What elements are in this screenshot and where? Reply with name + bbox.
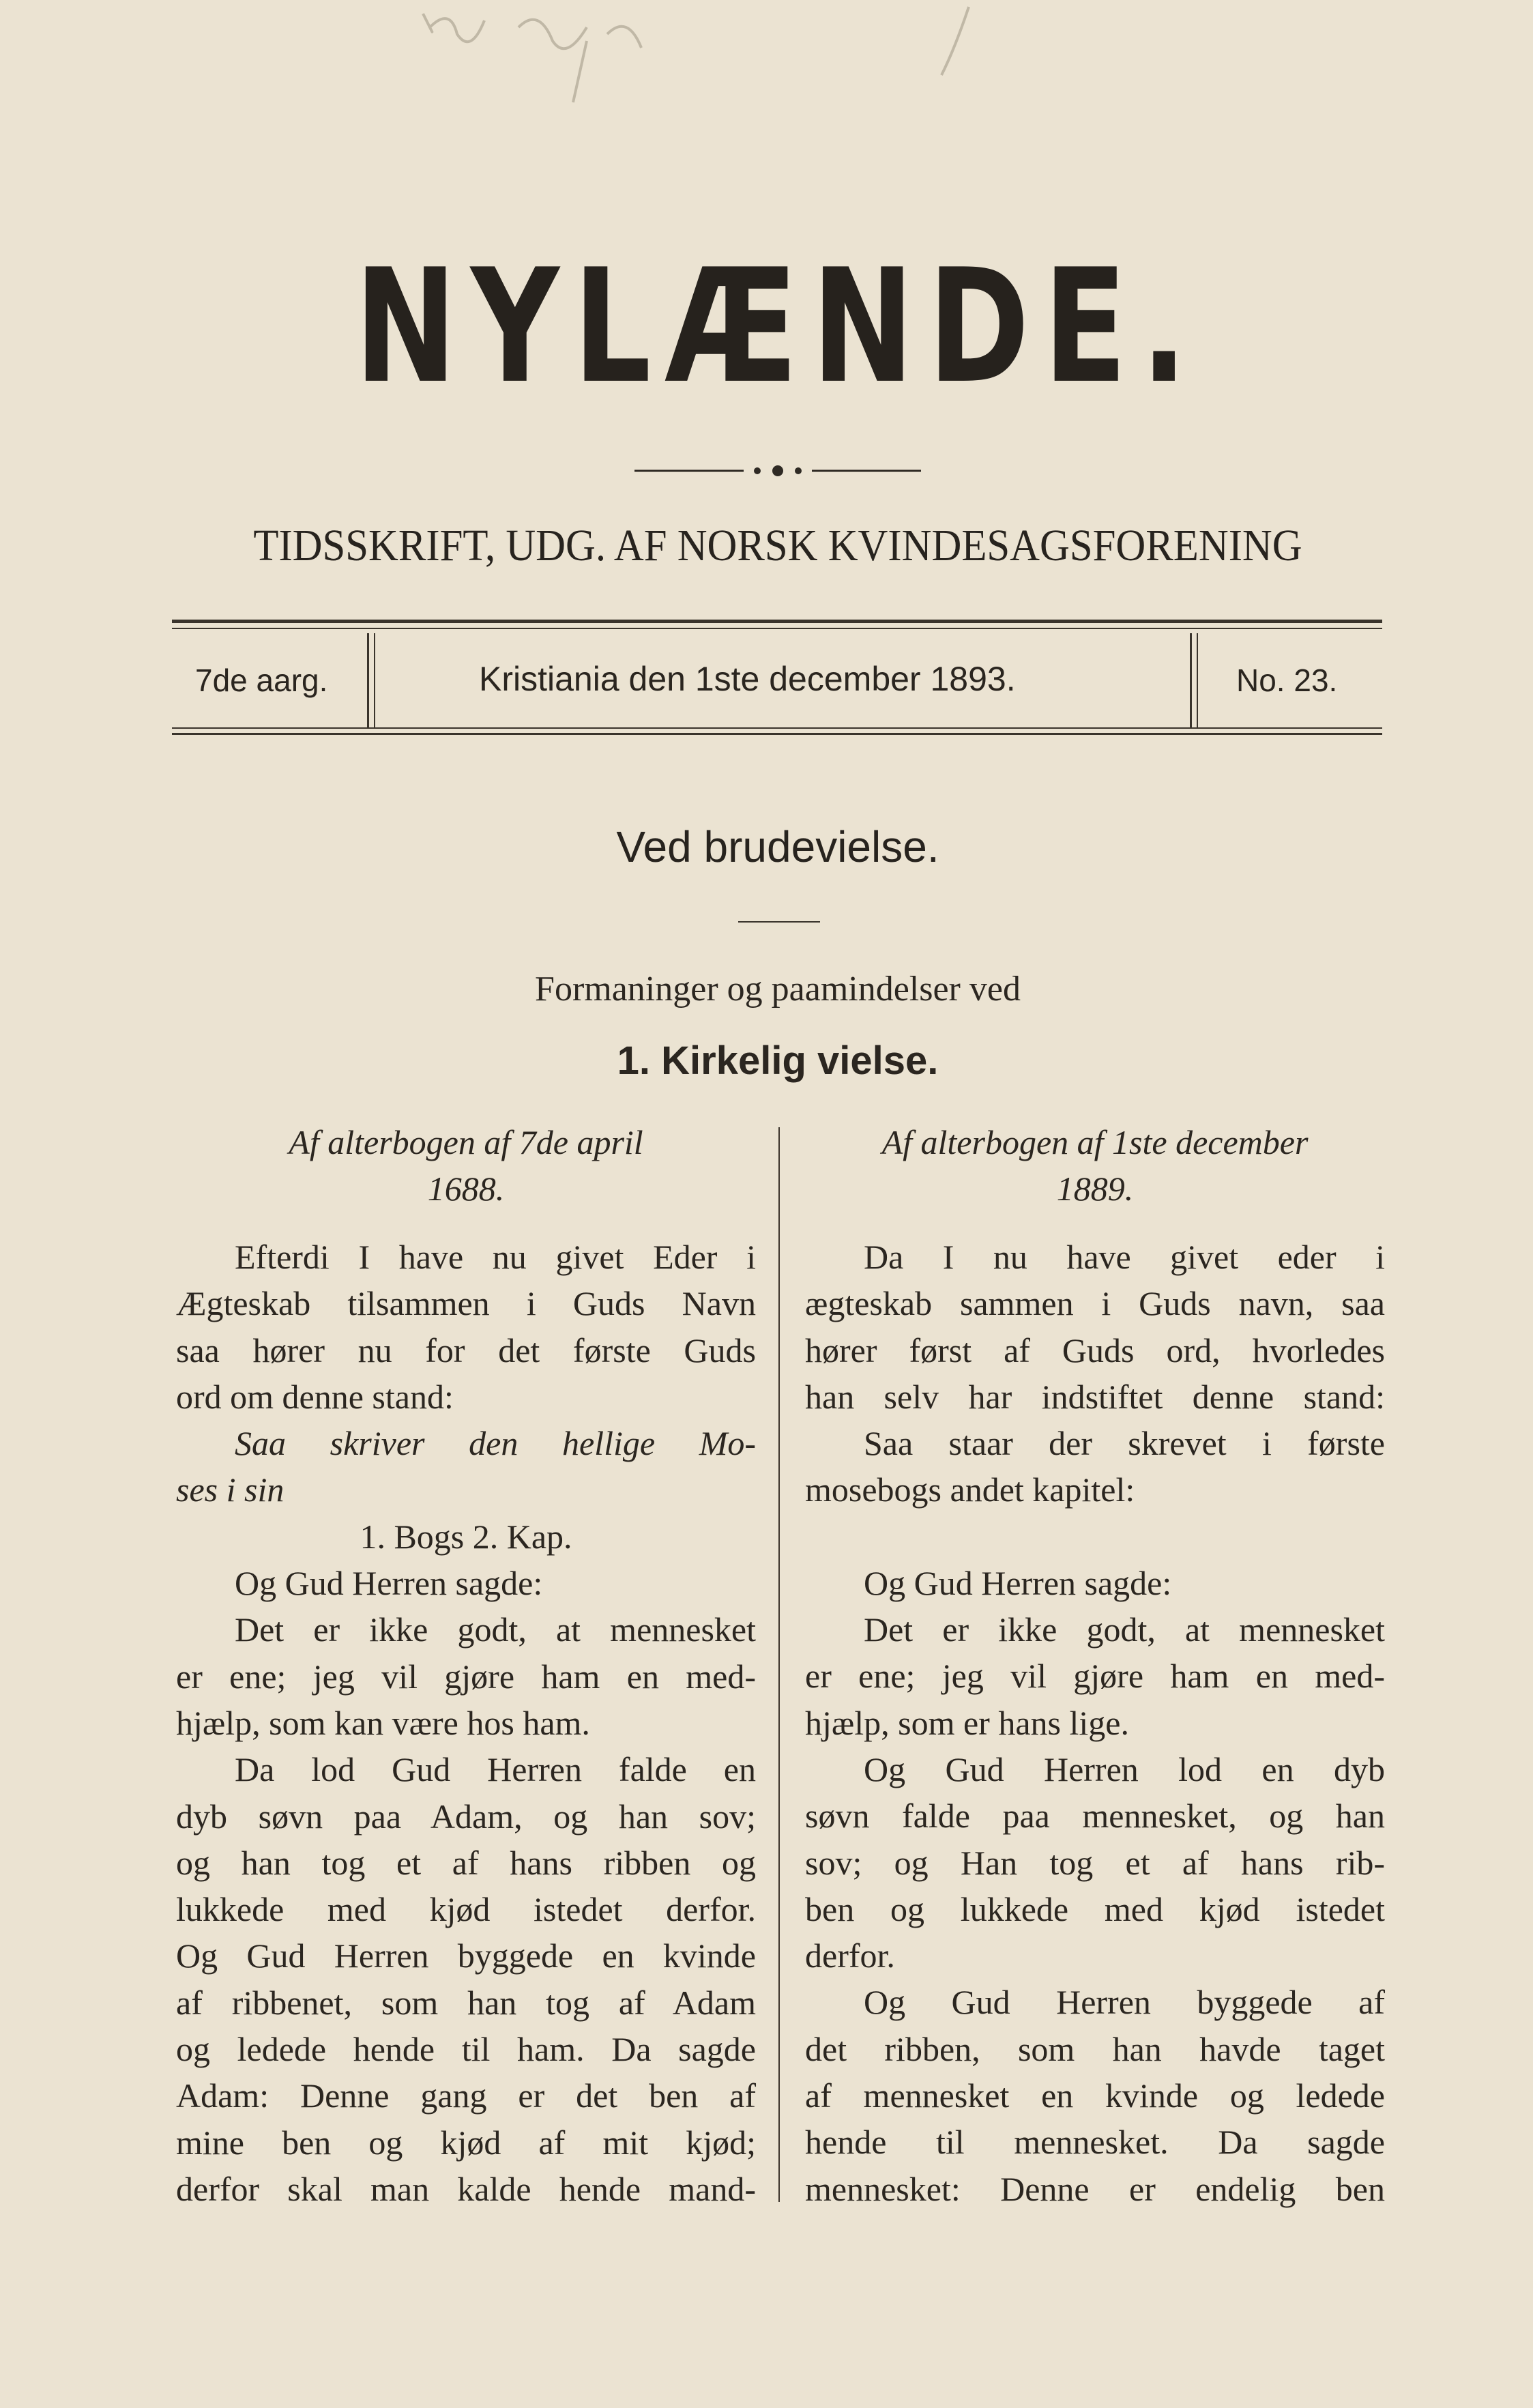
- text-line: og han tog et af hans ribben og: [176, 1843, 756, 1882]
- text-line: mine ben og kjød af mit kjød;: [176, 2123, 756, 2162]
- text-line: af mennesket en kvinde og ledede: [805, 2076, 1385, 2115]
- issue-number-label: No. 23.: [1236, 663, 1338, 698]
- text-line: hjælp, som er hans lige.: [805, 1703, 1129, 1742]
- text-line: 1. Bogs 2. Kap.: [360, 1517, 572, 1556]
- text-line: Efterdi I have nu givet Eder i: [235, 1238, 756, 1276]
- bottom-rule-thin: [172, 727, 1382, 729]
- text-line: hjælp, som kan være hos ham.: [176, 1703, 590, 1742]
- text-line: Og Gud Herren sagde:: [235, 1564, 543, 1603]
- issue-divider-right: [1190, 633, 1192, 729]
- text-line: det ribben, som han havde taget: [805, 2029, 1385, 2068]
- text-line: Det er ikke godt, at mennesket: [235, 1610, 756, 1649]
- text-line: ægteskab sammen i Guds navn, saa: [805, 1284, 1385, 1323]
- text-line: sov; og Han tog et af hans rib-: [805, 1843, 1385, 1882]
- left-column: [176, 1119, 756, 2212]
- text-line: dyb søvn paa Adam, og han sov;: [176, 1797, 756, 1836]
- text-line: er ene; jeg vil gjøre ham en med-: [805, 1657, 1385, 1696]
- text-line: ses i sin: [176, 1470, 284, 1509]
- text-line: af ribbenet, som han tog af Adam: [176, 1983, 756, 2022]
- text-line: derfor.: [805, 1936, 895, 1975]
- section-heading: 1. Kirkelig vielse.: [617, 1039, 939, 1083]
- text-line: Ægteskab tilsammen i Guds Navn: [176, 1284, 756, 1323]
- text-line: han selv har indstiftet denne stand:: [805, 1377, 1385, 1416]
- text-line: ben og lukkede med kjød istedet: [805, 1889, 1385, 1928]
- masthead-title: NYLÆNDE.: [354, 236, 1201, 418]
- text-line: derfor skal man kalde hende mand-: [176, 2169, 756, 2208]
- text-line: er ene; jeg vil gjøre ham en med-: [176, 1657, 756, 1696]
- right-heading-line2: 1889.: [1056, 1170, 1134, 1208]
- issue-info-row: [172, 629, 1382, 731]
- left-column-heading: [176, 1119, 756, 1212]
- issue-divider-right-2: [1197, 633, 1198, 729]
- volume-label: 7de aarg.: [195, 663, 328, 698]
- text-line: mennesket: Denne er endelig ben: [805, 2169, 1385, 2208]
- ornament-divider: [634, 463, 921, 479]
- right-column: [805, 1119, 1385, 2212]
- text-line: Og Gud Herren byggede en kvinde: [176, 1936, 756, 1975]
- text-line: hende til mennesket. Da sagde: [805, 2123, 1385, 2162]
- text-line: Saa skriver den hellige Mo-: [235, 1424, 756, 1463]
- left-heading-line2: 1688.: [427, 1170, 505, 1208]
- handwritten-scribble: [382, 0, 1051, 109]
- article-title: Ved brudevielse.: [616, 822, 939, 871]
- issue-divider-left-2: [374, 633, 375, 729]
- top-rule-thick: [172, 620, 1382, 623]
- text-line: Det er ikke godt, at mennesket: [864, 1610, 1385, 1649]
- right-column-heading: [805, 1119, 1385, 1212]
- place-date-label: Kristiania den 1ste december 1893.: [479, 660, 1016, 698]
- text-line: ord om denne stand:: [176, 1377, 454, 1416]
- text-line: lukkede med kjød istedet derfor.: [176, 1890, 756, 1929]
- text-line: Adam: Denne gang er det ben af: [176, 2076, 756, 2115]
- column-divider: [778, 1127, 780, 2202]
- bottom-rule-thick: [172, 733, 1382, 735]
- text-line: Og Gud Herren byggede af: [864, 1983, 1385, 2022]
- text-line: og ledede hende til ham. Da sagde: [176, 2030, 756, 2069]
- text-line: Da I nu have givet eder i: [864, 1238, 1385, 1276]
- text-line: Da lod Gud Herren falde en: [235, 1750, 756, 1789]
- issue-divider-left: [367, 633, 369, 729]
- right-heading-line1: Af alterbogen af 1ste december: [881, 1123, 1309, 1161]
- text-line: søvn falde paa mennesket, og han: [805, 1797, 1385, 1836]
- text-line: Og Gud Herren lod en dyb: [864, 1750, 1385, 1788]
- text-line: mosebogs andet kapitel:: [805, 1470, 1135, 1509]
- text-line: Saa staar der skrevet i første: [864, 1424, 1385, 1463]
- article-intro: Formaninger og paamindelser ved: [535, 970, 1021, 1009]
- masthead-subtitle: TIDSSKRIFT, UDG. AF NORSK KVINDESAGSFORENING: [253, 521, 1302, 570]
- text-line: Og Gud Herren sagde:: [864, 1563, 1172, 1602]
- title-short-rule: [738, 921, 820, 923]
- left-heading-line1: Af alterbogen af 7de april: [289, 1123, 643, 1161]
- text-line: hører først af Guds ord, hvorledes: [805, 1331, 1385, 1369]
- text-line: saa hører nu for det første Guds: [176, 1331, 756, 1369]
